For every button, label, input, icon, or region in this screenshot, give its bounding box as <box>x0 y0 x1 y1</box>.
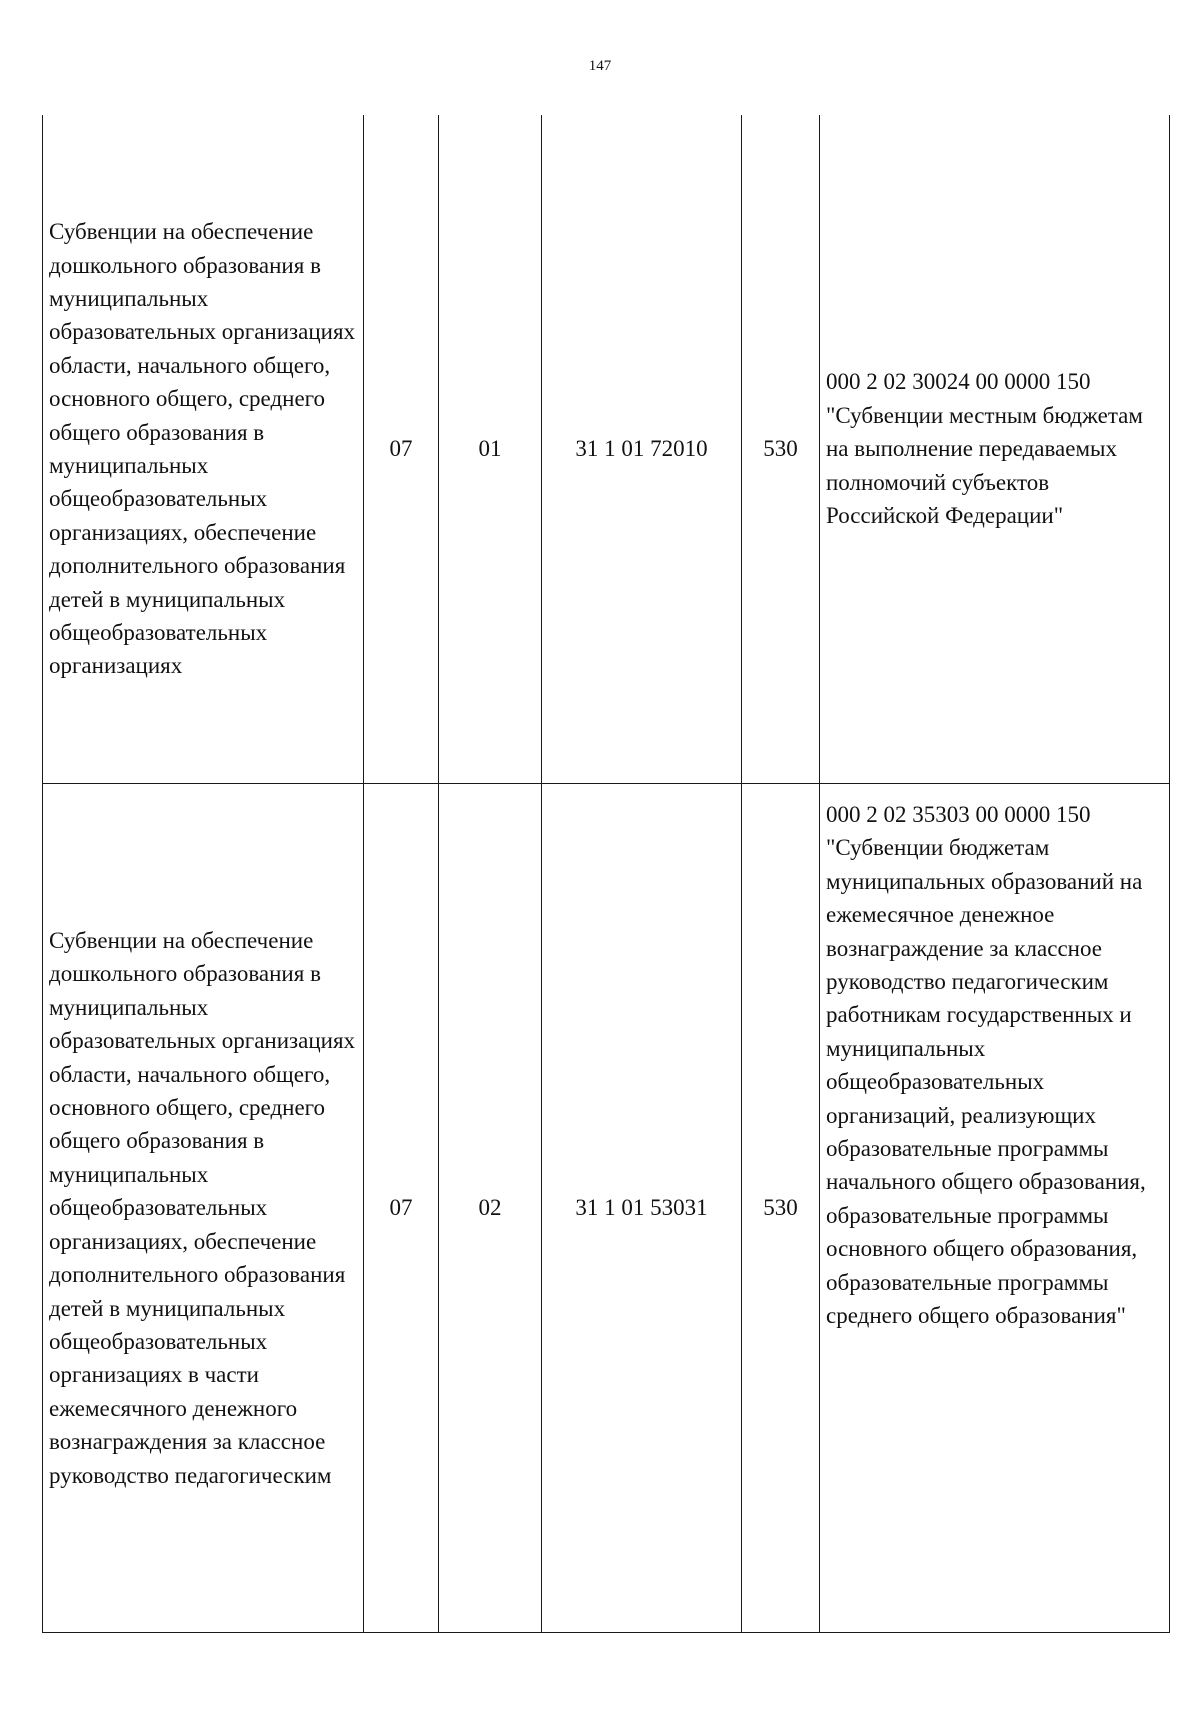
section-cell: 07 <box>364 115 439 784</box>
table-row <box>43 784 1170 1633</box>
target-article-cell: 31 1 01 53031 <box>542 784 742 1633</box>
expense-name-cell: Субвенции на обеспечение дошкольного образования в муниципальных образовательных организациях области, начального общего, основного общего, среднего общего образования в муниципальных общеобразовательных организациях, обеспечение дополнительного образования детей в муниципальных общеобразовательных организациях в части ежемесячного денежного вознаграждения за классное руководство педагогическим <box>43 784 364 1633</box>
subsection-cell: 01 <box>439 115 542 784</box>
expense-type-cell: 530 <box>742 784 820 1633</box>
page-number: 147 <box>588 58 612 74</box>
section-cell: 07 <box>364 784 439 1633</box>
subsection-cell: 02 <box>439 784 542 1633</box>
table-row <box>43 115 1170 784</box>
revenue-code-cell: 000 2 02 30024 00 0000 150 "Субвенции местным бюджетам на выполнение передаваемых полномочий субъектов Российской Федерации" <box>820 115 1170 784</box>
target-article-cell: 31 1 01 72010 <box>542 115 742 784</box>
budget-allocation-table <box>42 115 1170 1633</box>
expense-name-cell: Субвенции на обеспечение дошкольного образования в муниципальных образовательных организациях области, начального общего, основного общего, среднего общего образования в муниципальных общеобразовательных организациях, обеспечение дополнительного образования детей в муниципальных общеобразовательных организациях <box>43 115 364 784</box>
expense-type-cell: 530 <box>742 115 820 784</box>
revenue-code-cell: 000 2 02 35303 00 0000 150 "Субвенции бюджетам муниципальных образований на ежемесячное денежное вознаграждение за классное руководство педагогическим работникам государственных и муниципальных общеобразовательных организаций, реализующих образовательные программы начального общего образования, образовательные программы основного общего образования, образовательные программы среднего общего образования" <box>820 784 1170 1633</box>
